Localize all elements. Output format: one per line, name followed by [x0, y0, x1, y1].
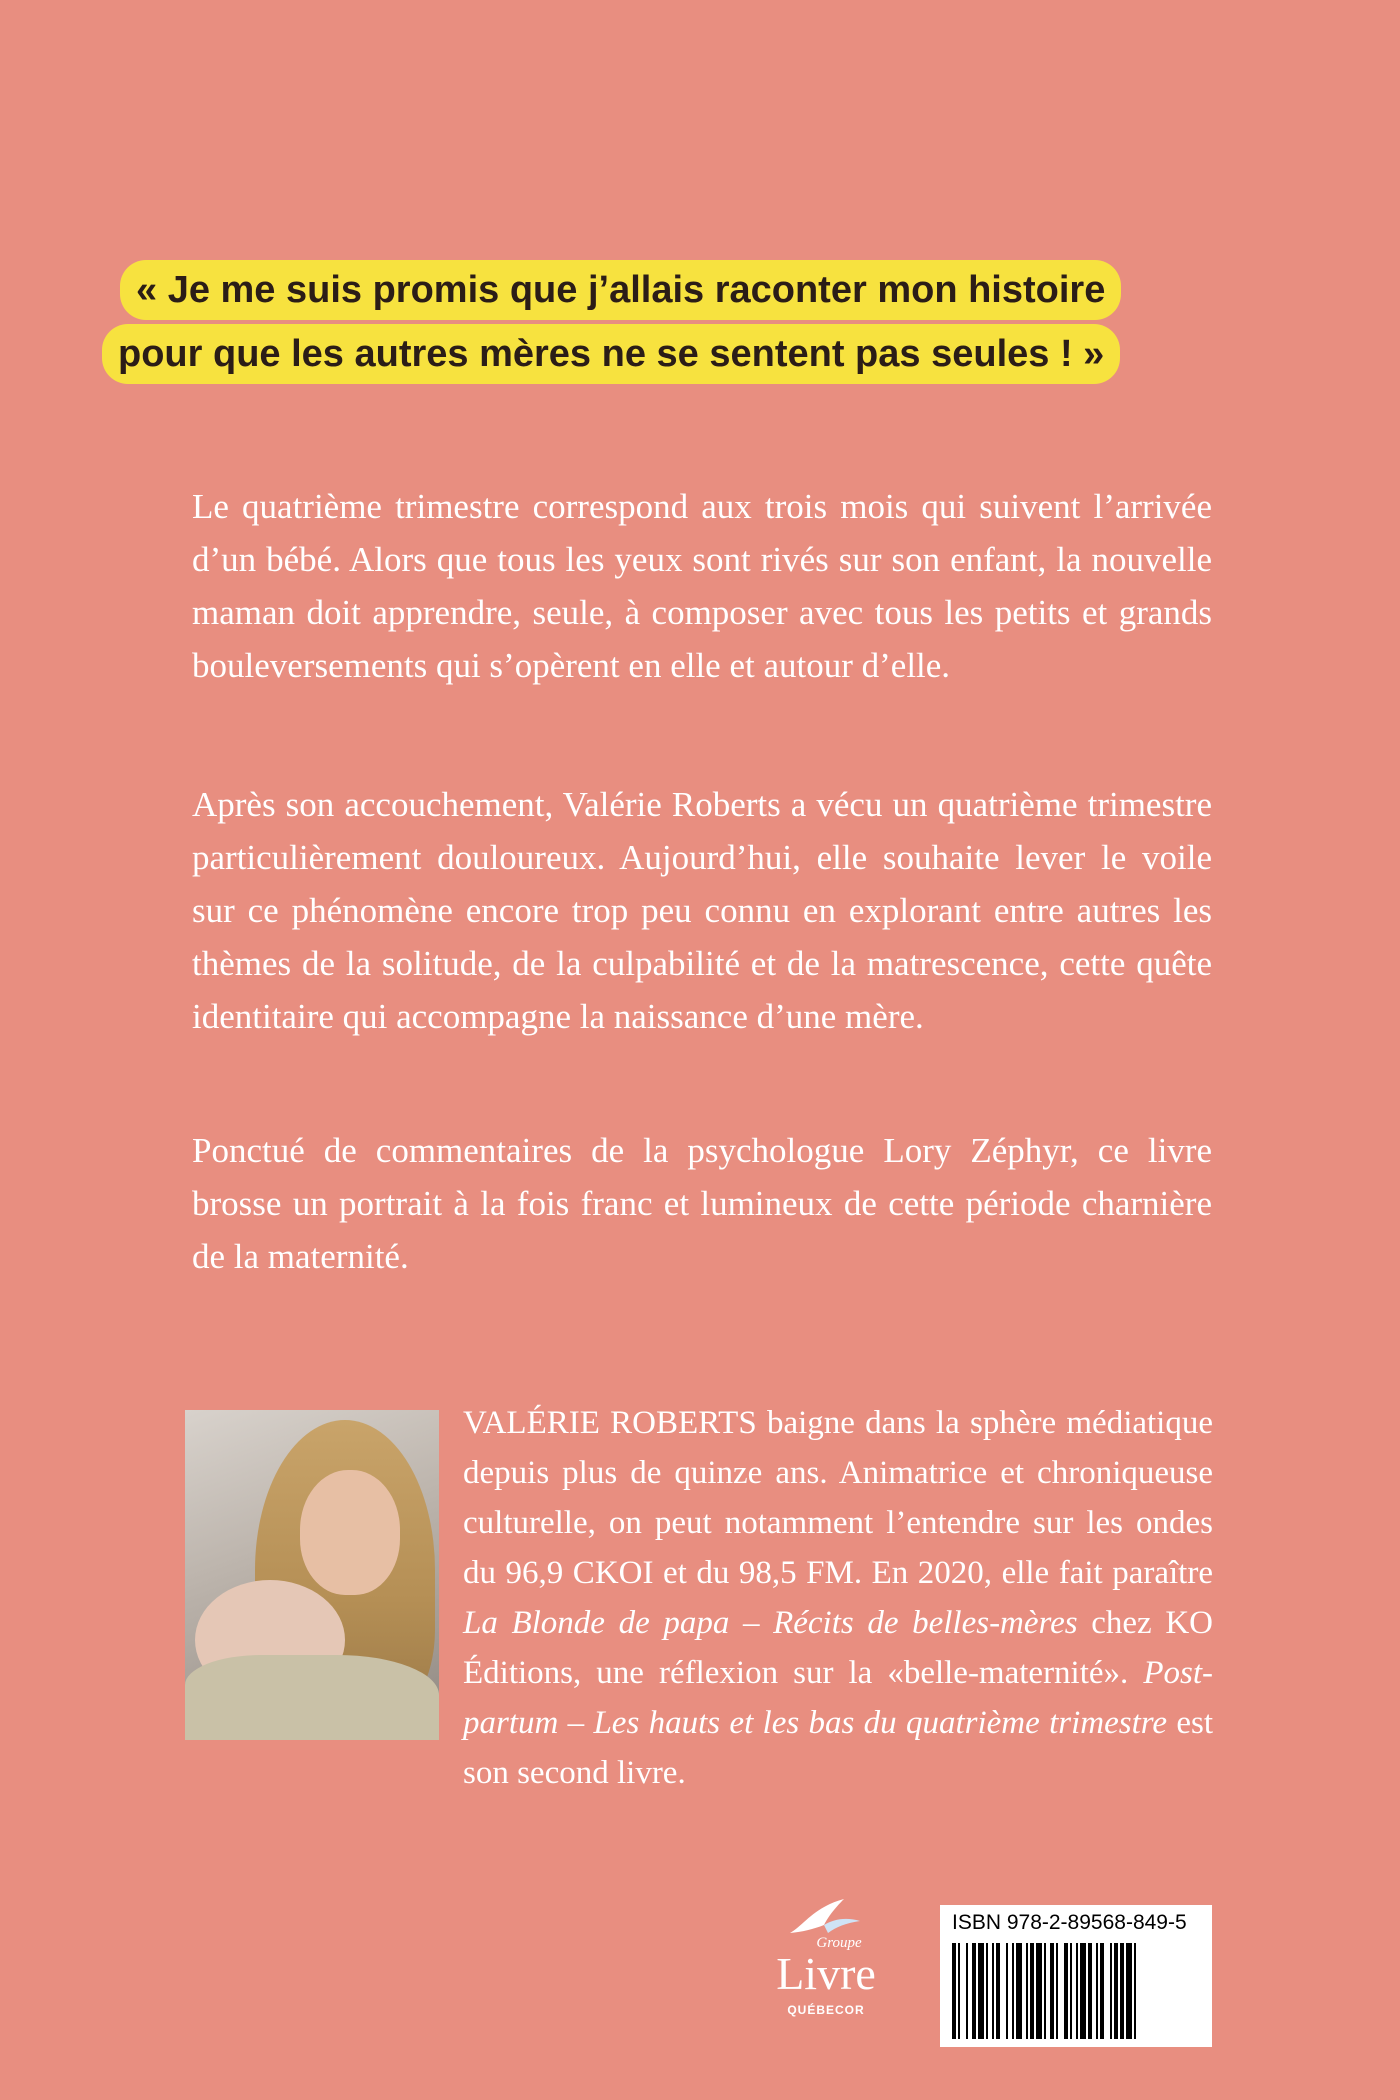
author-bio	[463, 1398, 1213, 1798]
bio-text-2: chez KO Éditions, une réflexion sur la «belle-maternité».	[463, 1605, 1213, 1691]
description-paragraph-3: Ponctué de commentaires de la psychologue Lory Zéphyr, ce livre brosse un portrait à la fois franc et lumineux de cette période charnière de la maternité.	[192, 1131, 1212, 1276]
bio-book-title-1: La Blonde de papa – Récits de belles-mères	[463, 1605, 1078, 1641]
author-photo	[185, 1410, 439, 1740]
logo-livre: Livre	[776, 1948, 876, 1999]
quote-line-2: pour que les autres mères ne se sentent pas seules ! »	[102, 324, 1120, 384]
description-paragraph-2: Après son accouchement, Valérie Roberts a vécu un quatrième trimestre particulièrement douloureux. Aujourd’hui, elle souhaite lever le voile sur ce phénomène encore trop peu connu en explorant entre autres les thèmes de la solitude, de la culpabilité et de la matrescence, cette quête identitaire qui accompagne la naissance d’une mère.	[192, 785, 1212, 1036]
bio-text-3: est son second livre.	[463, 1705, 1213, 1791]
bird-icon	[784, 1895, 864, 1940]
description-paragraph-1: Le quatrième trimestre correspond aux trois mois qui suivent l’arrivée d’un bébé. Alors que tous les yeux sont rivés sur son enfant, la nouvelle maman doit apprendre, seule, à composer avec tous les petits et grands bouleversements qui s’opèrent en elle et autour d’elle.	[192, 487, 1212, 685]
bio-text-1: VALÉRIE ROBERTS baigne dans la sphère médiatique depuis plus de quinze ans. Animatrice et chroniqueuse culturelle, on peut notamment l’entendre sur les ondes du 96,9 CKOI et du 98,5 FM. En 2020, elle fait paraître	[463, 1405, 1213, 1591]
isbn-number: ISBN 978-2-89568-849-5	[952, 1911, 1187, 1934]
bio-book-title-2: Post-partum – Les hauts et les bas du quatrième trimestre	[463, 1655, 1213, 1741]
quote-line-1: « Je me suis promis que j’allais raconter mon histoire	[120, 260, 1121, 320]
isbn-barcode-box	[940, 1905, 1212, 2047]
highlighted-quote	[120, 260, 1240, 388]
publisher-logo	[766, 1895, 886, 2045]
logo-groupe: Groupe	[816, 1935, 862, 1951]
logo-quebecor: QUÉBECOR	[787, 2003, 865, 2017]
barcode	[952, 1943, 1200, 2039]
